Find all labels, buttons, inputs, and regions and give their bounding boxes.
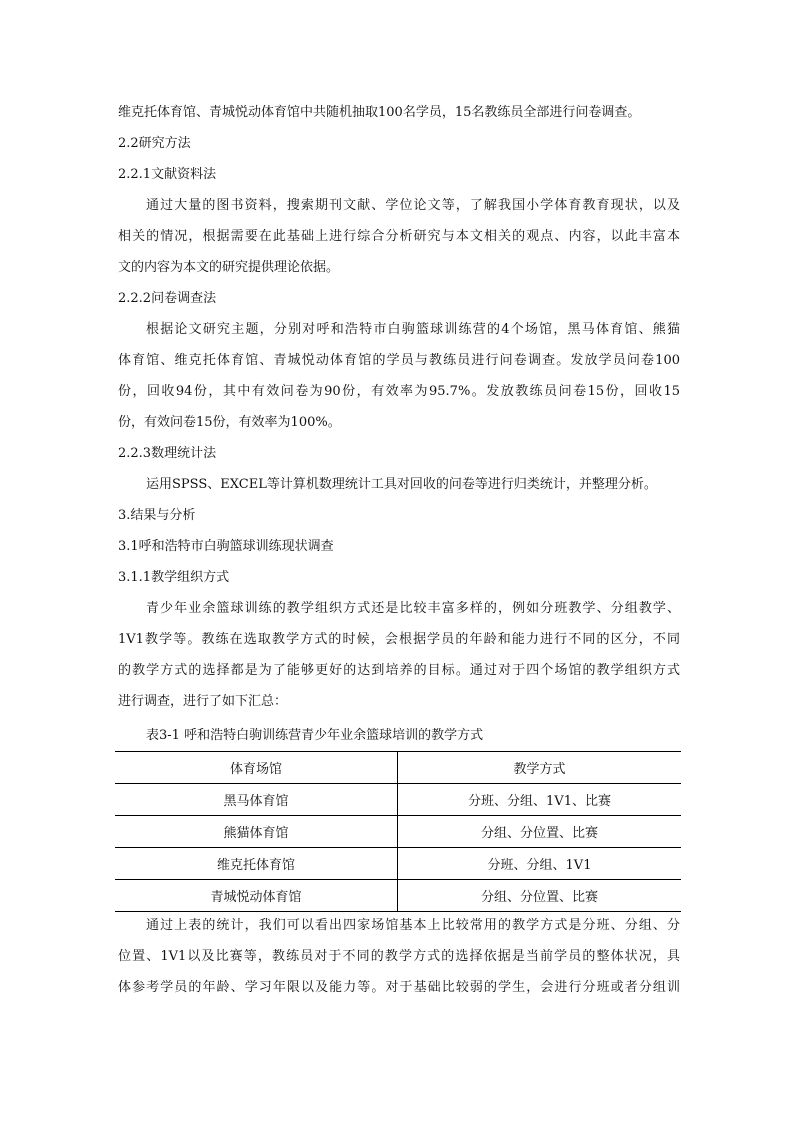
- body-line: 体参考学员的年龄、学习年限以及能力等。对于基础比较弱的学生，会进行分班或者分组训: [118, 980, 680, 995]
- body-line: 的教学方式的选择都是为了能够更好的达到培养的目标。通过对于四个场馆的教学组织方式: [118, 663, 680, 678]
- table-row: [115, 784, 681, 816]
- body-line: 份，有效问卷15份，有效率为100%。: [118, 415, 341, 430]
- method-cell: 分班、分组、1V1: [487, 858, 592, 873]
- body-line: 运用SPSS、EXCEL等计算机数理统计工具对回收的问卷等进行归类统计，并整理分析。: [146, 477, 657, 492]
- teaching-methods-table: [115, 751, 681, 912]
- section-heading: 2.2研究方法: [118, 136, 191, 151]
- header-method: 教学方式: [513, 762, 566, 777]
- subsection-heading: 2.2.3数理统计法: [118, 446, 217, 461]
- body-line: 文的内容为本文的研究提供理论依据。: [118, 260, 340, 275]
- body-line: 根据论文研究主题，分别对呼和浩特市白驹篮球训练营的4个场馆，黑马体育馆、熊猫: [146, 322, 680, 337]
- body-line: 份，回收94份，其中有效问卷为90份，有效率为95.7%。发放教练员问卷15份，回收15: [118, 384, 680, 399]
- table-row: [115, 848, 681, 880]
- body-line: 维克托体育馆、青城悦动体育馆中共随机抽取100名学员，15名教练员全部进行问卷调查。: [118, 105, 641, 120]
- subsection-heading: 2.2.1文献资料法: [118, 167, 217, 182]
- body-line: 通过上表的统计，我们可以看出四家场馆基本上比较常用的教学方式是分班、分组、分: [146, 918, 680, 933]
- venue-cell: 维克托体育馆: [115, 848, 398, 880]
- table-row: [115, 816, 681, 848]
- section-heading: 3.结果与分析: [118, 508, 196, 523]
- method-cell: 分组、分位置、比赛: [480, 826, 598, 841]
- subsection-heading: 3.1.1教学组织方式: [118, 570, 230, 585]
- body-line: 相关的情况，根据需要在此基础上进行综合分析研究与本文相关的观点、内容，以此丰富本: [118, 229, 680, 244]
- method-cell: 分组、分位置、比赛: [480, 890, 598, 905]
- body-line: 位置、1V1以及比赛等，教练员对于不同的教学方式的选择依据是当前学员的整体状况，具: [118, 949, 680, 964]
- venue-cell: 熊猫体育馆: [115, 816, 398, 848]
- venue-cell: 青城悦动体育馆: [115, 880, 398, 912]
- header-venue: 体育场馆: [115, 752, 398, 784]
- subsection-heading: 2.2.2问卷调查法: [118, 291, 217, 306]
- section-heading: 3.1呼和浩特市白驹篮球训练现状调查: [118, 539, 334, 554]
- table-caption: 表3-1 呼和浩特白驹训练营青少年业余篮球培训的教学方式: [146, 728, 484, 743]
- body-line: 进行调查，进行了如下汇总：: [118, 694, 288, 709]
- venue-cell: 黑马体育馆: [115, 784, 398, 816]
- body-line: 通过大量的图书资料，搜索期刊文献、学位论文等，了解我国小学体育教育现状，以及: [146, 198, 680, 213]
- table-row: [115, 880, 681, 912]
- body-line: 体育馆、维克托体育馆、青城悦动体育馆的学员与教练员进行问卷调查。发放学员问卷100: [118, 353, 680, 368]
- body-line: 青少年业余篮球训练的教学组织方式还是比较丰富多样的，例如分班教学、分组教学、: [146, 601, 680, 616]
- body-line: 1V1教学等。教练在选取教学方式的时候，会根据学员的年龄和能力进行不同的区分，不同: [118, 632, 680, 647]
- table-header-row: [115, 752, 681, 784]
- method-cell: 分班、分组、1V1、比赛: [468, 794, 611, 809]
